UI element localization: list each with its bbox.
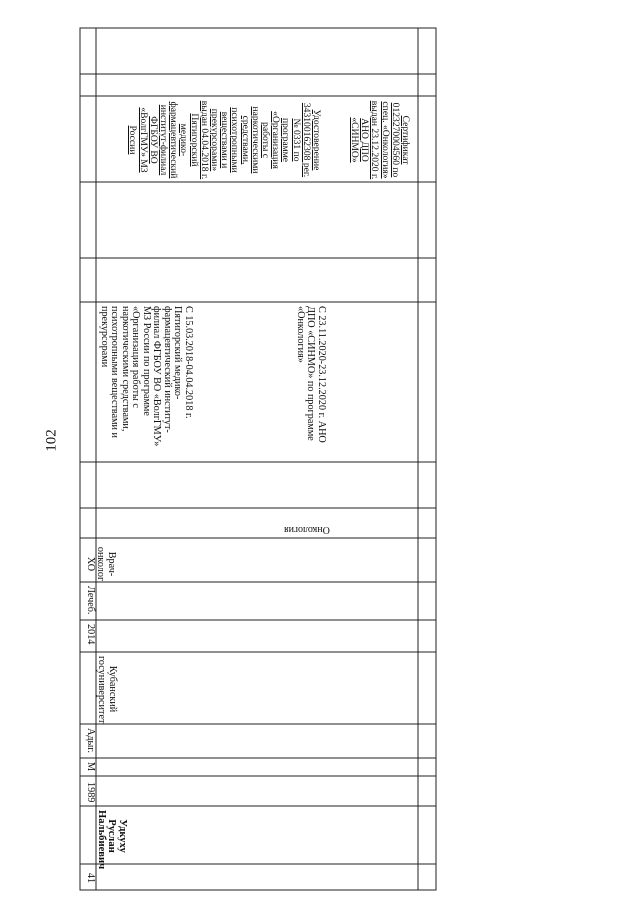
cell-sex: М <box>85 762 96 772</box>
cell-faculty: Лечеб. <box>85 586 96 615</box>
cell-certificate-2: Сертификат 0123270004560 по спец. «Онкология» выдан 23.12.2020 г. АНО ДПО «СИНМО» <box>348 100 411 180</box>
page-number: 102 <box>43 429 60 452</box>
cell-full-name: Удкуху Руслан Нальбиевич <box>96 810 128 870</box>
cell-graduation-year: 2014 <box>85 624 96 645</box>
cell-specialty: Онкология <box>284 524 330 535</box>
cell-training-2: С 23.11.2020-23.12.2020 г. АНО ДПО «СИНМО» по программе «Онкология» <box>295 306 327 443</box>
cell-training-1: С 15.03.2018-04.04.2018 г. Пятигорский медико-фармацевтический институт-филиал ФГБОУ ВО «ВолгГМУ» МЗ России по программе «Организация работы с наркотическими средствами, психотропными веществами и прекурсорами <box>99 306 194 447</box>
cell-position: Врач-онколог ХО <box>85 546 117 582</box>
cell-row-number: 41 <box>85 872 96 884</box>
cell-birth-year: 1989 <box>85 782 96 803</box>
cell-nationality: Адыг. <box>85 728 96 753</box>
cell-university: Кубанский госуниверситет <box>96 656 118 724</box>
cell-certificate-1: Удостоверение 343100162308 рег.№ 0331 по программе «Организация работы с наркотическими средствами, психотропными веществами и прекурсорами» выдан 04.04.2018 г. Пятигорский медико-фармацевтический институт-филиал ФГБОУ ВО «ВолгГМУ» МЗ России <box>127 100 322 180</box>
